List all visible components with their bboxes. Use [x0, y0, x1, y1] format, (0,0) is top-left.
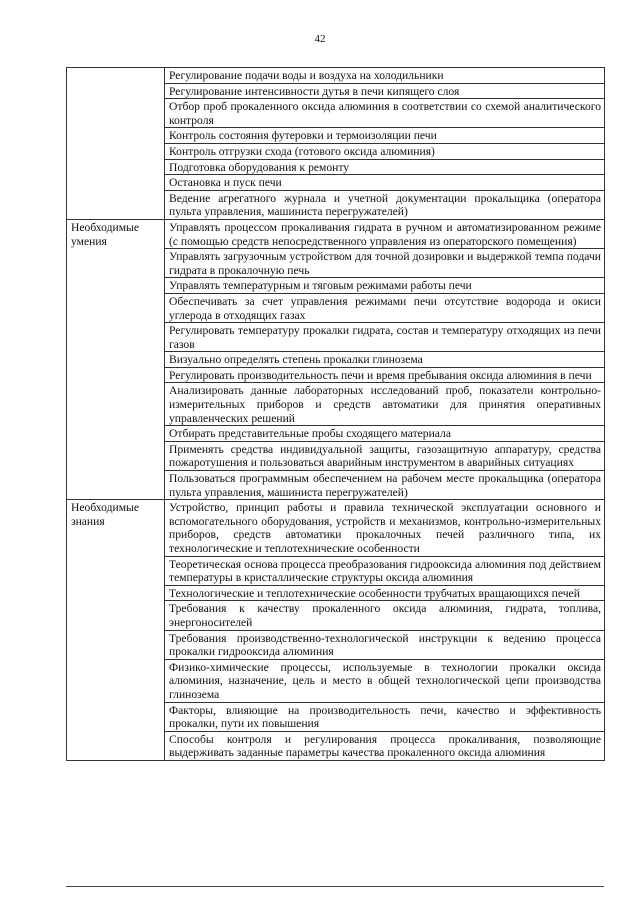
requirement-item: Технологические и теплотехнические особенности трубчатых вращающихся печей [165, 585, 605, 601]
requirement-item: Визуально определять степень прокалки глинозема [165, 352, 605, 368]
requirement-item: Факторы, влияющие на производительность печи, качество и эффективность прокалки, пути их повышения [165, 702, 605, 731]
requirement-item: Способы контроля и регулирования процесса прокаливания, позволяющие выдерживать заданные параметры качества прокаленного оксида алюминия [165, 731, 605, 760]
requirement-item: Остановка и пуск печи [165, 175, 605, 191]
requirement-item: Обеспечивать за счет управления режимами печи отсутствие водорода и окиси углерода в отходящих газах [165, 293, 605, 322]
requirement-item: Регулирование интенсивности дутья в печи кипящего слоя [165, 83, 605, 99]
section-label: Необходимые умения [67, 219, 165, 499]
section-label: Необходимые знания [67, 500, 165, 761]
requirement-item: Регулировать производительность печи и время пребывания оксида алюминия в печи [165, 367, 605, 383]
requirement-item: Отбор проб прокаленного оксида алюминия в соответствии со схемой аналитического контроля [165, 99, 605, 128]
requirement-item: Требования к качеству прокаленного оксида алюминия, гидрата, топлива, энергоносителей [165, 601, 605, 630]
requirement-item: Устройство, принцип работы и правила технической эксплуатации основного и вспомогательного оборудования, устройств и механизмов, контрольно-измерительных приборов, средств автоматики прокалочных печей различного типа, их технологические и теплотехнические особенности [165, 500, 605, 556]
requirements-table [66, 67, 605, 761]
requirement-item: Требования производственно-технологической инструкции к ведению процесса прокалки гидрооксида алюминия [165, 630, 605, 659]
page-number: 42 [314, 33, 326, 45]
requirement-item: Регулировать температуру прокалки гидрата, состав и температуру отходящих из печи газов [165, 323, 605, 352]
table-row [67, 68, 605, 84]
table-row [67, 219, 605, 248]
requirement-item: Управлять загрузочным устройством для точной дозировки и выдержкой темпа подачи гидрата в прокалочную печь [165, 249, 605, 278]
requirement-item: Применять средства индивидуальной защиты, газозащитную аппаратуру, средства пожаротушения и пользоваться аварийным инструментом в аварийных ситуациях [165, 441, 605, 470]
requirement-item: Физико-химические процессы, используемые в технологии прокалки оксида алюминия, назначение, цель и место в общей технологической цепи производства глинозема [165, 659, 605, 702]
requirement-item: Управлять температурным и тяговым режимами работы печи [165, 278, 605, 294]
bottom-border [66, 886, 604, 887]
section-label [67, 68, 165, 220]
requirements-table-body [67, 68, 605, 761]
requirement-item: Анализировать данные лабораторных исследований проб, показатели контрольно-измерительных приборов и средств автоматики для принятия оперативных управленческих решений [165, 383, 605, 426]
requirement-item: Пользоваться программным обеспечением на рабочем месте прокальщика (оператора пульта управления, машиниста перегружателей) [165, 471, 605, 500]
requirement-item: Контроль состояния футеровки и термоизоляции печи [165, 128, 605, 144]
requirement-item: Контроль отгрузки схода (готового оксида алюминия) [165, 143, 605, 159]
requirement-item: Отбирать представительные пробы сходящего материала [165, 426, 605, 442]
requirement-item: Управлять процессом прокаливания гидрата в ручном и автоматизированном режиме (с помощью средств непосредственного управления из операторского помещения) [165, 219, 605, 248]
requirement-item: Подготовка оборудования к ремонту [165, 159, 605, 175]
requirement-item: Ведение агрегатного журнала и учетной документации прокальщика (оператора пульта управления, машиниста перегружателей) [165, 190, 605, 219]
table-row [67, 500, 605, 556]
requirement-item: Регулирование подачи воды и воздуха на холодильники [165, 68, 605, 84]
requirement-item: Теоретическая основа процесса преобразования гидрооксида алюминия под действием температуры в кристаллические структуры оксида алюминия [165, 556, 605, 585]
